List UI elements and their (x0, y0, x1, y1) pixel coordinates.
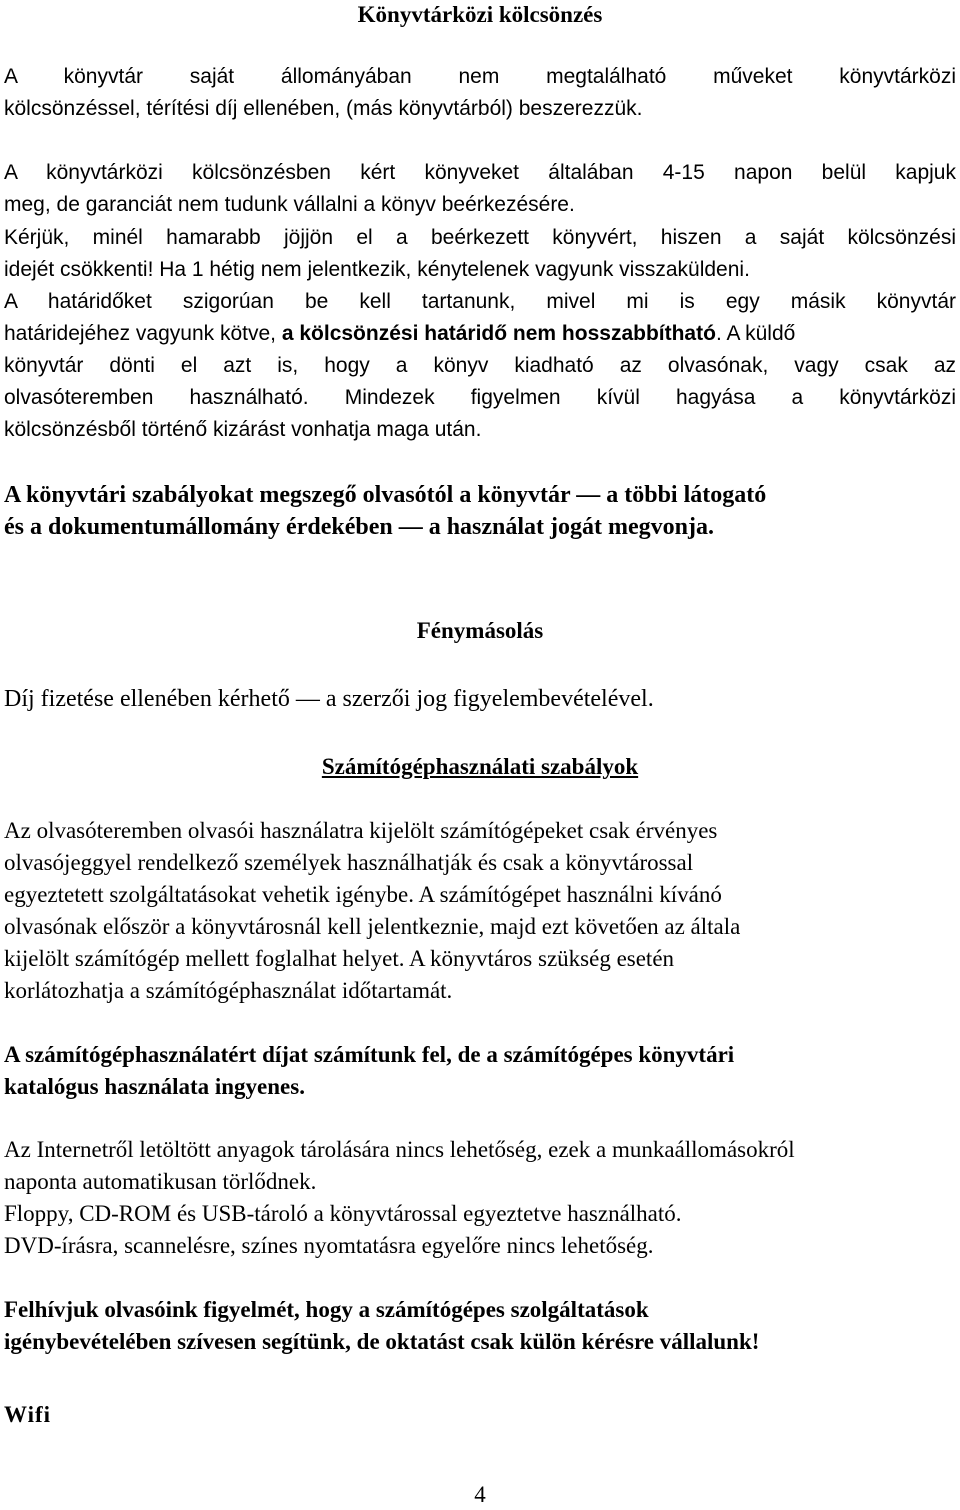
interlibrary-p2-line6-start: határidejéhez vagyunk kötve, (4, 322, 282, 345)
computer-notice-line2: igénybevételében szívesen segítünk, de oktatást csak külön kérésre vállalunk! (4, 1329, 760, 1354)
interlibrary-p2-line8: olvasóteremben használható. Mindezek figyelmen kívül hagyása a könyvtárközi (4, 386, 956, 409)
interlibrary-p1-line2: kölcsönzéssel, térítési díj ellenében, (más könyvtárból) beszerezzük. (4, 97, 643, 120)
wifi-title: Wifi (4, 1402, 52, 1427)
computer-p1-line2: olvasójeggyel rendelkező személyek használhatják és csak a könyvtárossal (4, 850, 694, 875)
computer-p1-line3: egyeztetett szolgáltatásokat vehetik igénybe. A számítógépet használni kívánó (4, 882, 722, 907)
photocopy-text: Díj fizetése ellenében kérhető — a szerzői jog figyelembevételével. (4, 686, 654, 712)
rules-notice-line1: A könyvtári szabályokat megszegő olvasótól a könyvtár — a többi látogató (4, 482, 767, 508)
computer-p1-line5: kijelölt számítógép mellett foglalhat helyet. A könyvtáros szükség esetén (4, 946, 675, 971)
page-number: 4 (474, 1482, 486, 1507)
interlibrary-p2-line9: kölcsönzésből történő kizárást vonhatja maga után. (4, 418, 482, 441)
interlibrary-p2-line3: Kérjük, minél hamarabb jöjjön el a beérkezett könyvért, hiszen a saját kölcsönzési (4, 226, 956, 249)
interlibrary-loan-title: Könyvtárközi kölcsönzés (357, 2, 603, 27)
interlibrary-p2-line6 (4, 319, 956, 349)
computer-p2-line2: naponta automatikusan törlődnek. (4, 1169, 317, 1194)
interlibrary-p1-line1: A könyvtár saját állományában nem megtalálható műveket könyvtárközi (4, 65, 956, 88)
rules-notice-line2: és a dokumentumállomány érdekében — a használat jogát megvonja. (4, 514, 715, 540)
computer-p1-line6: korlátozhatja a számítógéphasználat időtartamát. (4, 978, 453, 1003)
interlibrary-p2-line1: A könyvtárközi kölcsönzésben kért könyveket általában 4-15 napon belül kapjuk (4, 161, 956, 184)
computer-p1-line4: olvasónak először a könyvtárosnál kell jelentkeznie, majd ezt követően az általa (4, 914, 741, 939)
computer-p1-line1: Az olvasóteremben olvasói használatra kijelölt számítógépeket csak érvényes (4, 818, 718, 843)
no-extension-notice: a kölcsönzési határidő nem hosszabbítható (281, 322, 716, 345)
computer-p2-line3: Floppy, CD-ROM és USB-tároló a könyvtárossal egyeztetve használható. (4, 1201, 682, 1226)
computer-fee-line2: katalógus használata ingyenes. (4, 1074, 305, 1099)
photocopy-title: Fénymásolás (416, 618, 544, 643)
computer-p2-line4: DVD-írásra, scannelésre, színes nyomtatásra egyelőre nincs lehetőség. (4, 1233, 654, 1258)
computer-notice-line1: Felhívjuk olvasóink figyelmét, hogy a számítógépes szolgáltatások (4, 1297, 649, 1322)
interlibrary-p2-line4: idejét csökkenti! Ha 1 hétig nem jelentkezik, kénytelenek vagyunk visszaküldeni. (4, 258, 750, 281)
interlibrary-p2-line7: könyvtár dönti el azt is, hogy a könyv kiadható az olvasónak, vagy csak az (4, 354, 956, 377)
interlibrary-p2-line5: A határidőket szigorúan be kell tartanunk, mivel mi is egy másik könyvtár (4, 290, 956, 313)
computer-fee-line1: A számítógéphasználatért díjat számítunk fel, de a számítógépes könyvtári (4, 1042, 735, 1067)
computer-rules-title: Számítógéphasználati szabályok (321, 754, 639, 779)
computer-p2-line1: Az Internetről letöltött anyagok tárolására nincs lehetőség, ezek a munkaállomásokról (4, 1137, 795, 1162)
interlibrary-p2-line2: meg, de garanciát nem tudunk vállalni a könyv beérkezésére. (4, 193, 575, 216)
interlibrary-p2-line6-end: . A küldő (715, 322, 796, 345)
